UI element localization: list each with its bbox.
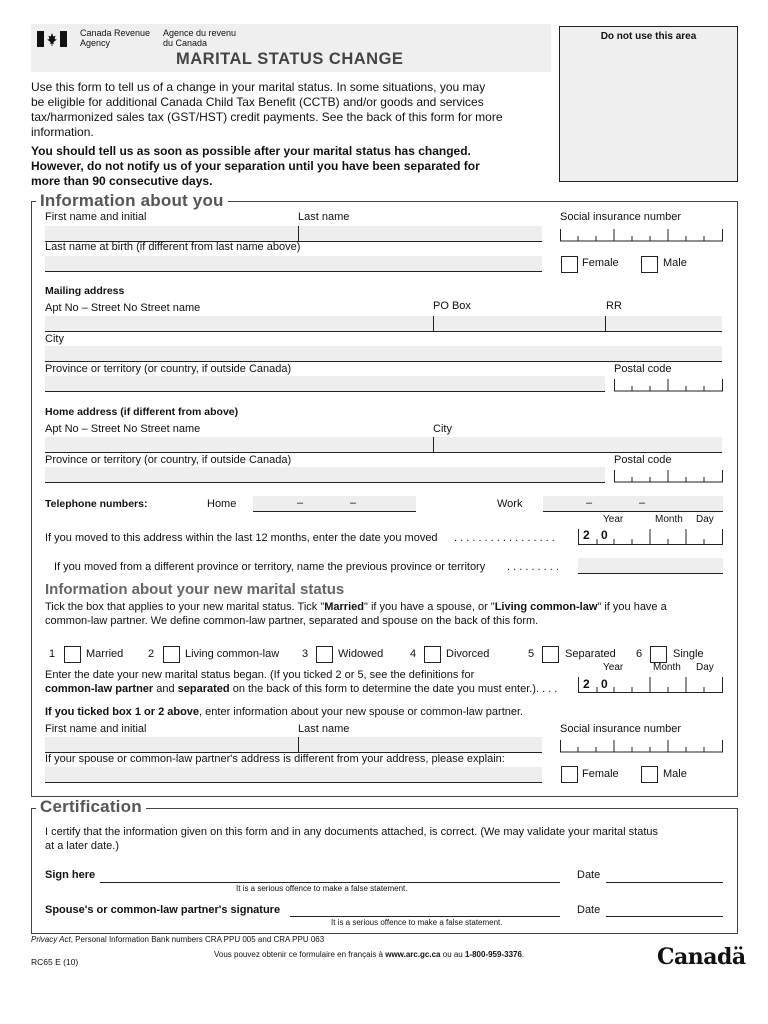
last-name-birth-label: Last name at birth (if different from last name above) [45,241,301,253]
intro-line: information. [31,125,94,139]
instruction-line-2: common-law partner. We define common-law partner, separated and spouse on the back of this form. [45,615,539,627]
home-phone-label: Home [207,498,237,510]
last-name-birth-field[interactable] [45,256,542,271]
rr-label: RR [606,300,622,312]
spouse-signature-label: Spouse's or common-law partner's signature [45,904,281,916]
signature-line[interactable] [100,882,560,883]
agency-en-line1: Canada Revenue [80,28,151,38]
female-checkbox[interactable] [561,256,578,273]
last-name-label: Last name [298,211,350,223]
canada-flag-icon [37,31,67,47]
form-title: MARITAL STATUS CHANGE [176,50,404,68]
option-widowed-label: Widowed [338,648,384,660]
intro-warning [31,144,551,189]
cert-line-1: I certify that the information given on this form and in any documents attached, is correct. (We may validate your marital status [45,826,659,838]
cert-line-2: at a later date.) [45,840,119,852]
option-common-law-label: Living common-law [185,648,280,660]
intro-paragraph [31,80,551,140]
agency-name-en [80,28,150,48]
work-phone-label: Work [497,498,523,510]
spouse-female-checkbox[interactable] [561,766,578,783]
province-underline [45,391,605,392]
home-phone-underline [253,511,416,512]
telephone-label: Telephone numbers: [45,498,148,510]
mailing-street-field[interactable] [45,316,722,331]
home-province-field[interactable] [45,467,605,482]
spouse-last-name-label: Last name [298,723,350,735]
instr-text-c: " if you have a spouse, or " [363,601,495,613]
french-note-c: ou au [440,950,465,959]
mailing-address-heading: Mailing address [45,285,125,297]
postal-code-field[interactable] [614,376,723,391]
instr-text-common-law: Living common-law [494,601,598,613]
option-divorced-num: 4 [410,648,417,660]
option-separated-label: Separated [565,648,616,660]
date-began-separated: separated [177,683,230,695]
home-postal-code-label: Postal code [614,454,672,466]
home-apt-street-label: Apt No – Street No Street name [45,423,201,435]
option-married-checkbox[interactable] [64,646,81,663]
status-month-header: Month [653,662,681,673]
privacy-act-rest: , Personal Information Bank numbers CRA PPU 005 and CRA PPU 063 [70,935,325,944]
moved-year-digit-0: 0 [601,528,608,542]
date-began-line-1: Enter the date your new marital status began. (If you ticked 2 or 5, see the definitions for [45,669,475,681]
date-year-header: Year [603,514,624,525]
home-city-divider [433,437,434,452]
spouse-sin-label: Social insurance number [560,723,682,735]
option-married-num: 1 [49,648,56,660]
spouse-first-name-label: First name and initial [45,723,147,735]
option-single-num: 6 [636,648,643,660]
french-note-phone: 1-800-959-3376 [464,950,522,959]
spouse-address-label: If your spouse or common-law partner's address is different from your address, please explain: [45,753,505,765]
po-box-divider [433,316,434,331]
spouse-address-field[interactable] [45,767,542,782]
instr-text-married: Married [324,601,364,613]
status-year-digit-2: 2 [583,677,590,691]
option-divorced-label: Divorced [446,648,490,660]
intro-line: tax/harmonized sales tax (GST/HST) credit payments. See the back of this form for more [31,110,503,124]
agency-name-fr [163,28,236,48]
option-divorced-checkbox[interactable] [424,646,441,663]
province-label: Province or territory (or country, if outside Canada) [45,363,292,375]
false-statement-note: It is a serious offence to make a false statement. [236,884,408,893]
agency-fr-line1: Agence du revenu [163,28,237,38]
option-common-law-num: 2 [148,648,155,660]
status-date-field[interactable] [578,675,723,693]
about-you-title: Information about you [36,191,228,211]
date-began-text [45,668,557,696]
date-line-2[interactable] [606,916,723,917]
sign-here-label: Sign here [45,869,96,881]
city-underline [45,361,722,362]
spouse-signature-line[interactable] [290,916,560,917]
warning-line: more than 90 consecutive days. [31,174,213,188]
option-separated-checkbox[interactable] [542,646,559,663]
agency-fr-line2: du Canada [163,38,208,48]
city-field[interactable] [45,346,722,361]
new-status-title: Information about your new marital status [45,581,345,598]
intro-line: Use this form to tell us of a change in your marital status. In some situations, you may [31,80,486,94]
sin-label: Social insurance number [560,211,682,223]
date-month-header: Month [655,514,683,525]
spouse-name-divider [298,737,299,752]
option-separated-num: 5 [528,648,535,660]
first-name-field[interactable] [45,226,542,241]
form-id: RC65 E (10) [31,957,79,967]
french-note-a: Vous pouvez obtenir ce formulaire en français à [214,950,386,959]
home-province-label: Province or territory (or country, if outside Canada) [45,454,292,466]
privacy-act-note [31,935,324,944]
prev-province-label: If you moved from a different province or territory, name the previous province or territory [54,561,486,573]
date-line[interactable] [606,882,723,883]
spouse-name-field[interactable] [45,737,542,752]
date-began-and: and [153,683,178,695]
home-phone-field[interactable] [253,496,416,511]
date-began-rest: on the back of this form to determine the date you must enter.). . . . [229,683,558,695]
work-phone-dash1: – [586,497,593,509]
option-single-label: Single [673,648,704,660]
rr-divider [605,316,606,331]
spouse-address-underline [45,782,542,783]
prev-province-field[interactable] [578,558,723,573]
city-label: City [45,333,64,345]
home-street-field[interactable] [45,437,722,452]
moved-date-dots: . . . . . . . . . . . . . . . . . [454,532,555,544]
warning-line: However, do not notify us of your separation until you have been separated for [31,159,480,173]
spouse-intro-bold: If you ticked box 1 or 2 above [45,706,200,718]
province-field[interactable] [45,376,605,391]
instr-text-a: Tick the box that applies to your new marital status. Tick " [45,601,325,613]
name-divider [298,226,299,241]
date-label: Date [577,869,601,881]
home-phone-dash1: – [297,497,304,509]
male-checkbox[interactable] [641,256,658,273]
home-street-underline [45,452,722,453]
status-year-header: Year [603,662,624,673]
french-note-e: . [521,950,525,959]
spouse-female-label: Female [582,768,619,780]
home-phone-dash2: – [350,497,357,509]
home-province-underline [45,482,605,483]
do-not-use-label: Do not use this area [600,31,697,42]
moved-date-field[interactable] [578,527,723,545]
prev-province-underline [578,573,723,574]
spouse-male-label: Male [663,768,687,780]
option-single-checkbox[interactable] [650,646,667,663]
mailing-street-underline [45,331,722,332]
male-label: Male [663,257,687,269]
home-city-label: City [433,423,452,435]
sin-field[interactable] [560,226,723,241]
apt-street-label: Apt No – Street No Street name [45,302,201,314]
postal-code-label: Postal code [614,363,672,375]
option-common-law-checkbox[interactable] [163,646,180,663]
spouse-sin-field[interactable] [560,737,723,752]
privacy-act-italic: Privacy Act [31,935,71,944]
option-married-label: Married [86,648,124,660]
warning-line: You should tell us as soon as possible after your marital status has changed. [31,144,471,158]
spouse-male-checkbox[interactable] [641,766,658,783]
moved-date-label: If you moved to this address within the last 12 months, enter the date you moved [45,532,438,544]
home-postal-code-field[interactable] [614,467,723,482]
spouse-intro-rest: , enter information about your new spouse or common-law partner. [199,706,524,718]
date-label-2: Date [577,904,601,916]
female-label: Female [582,257,619,269]
new-status-instructions [45,600,725,628]
canada-wordmark: Canadä [657,944,746,970]
work-phone-underline [543,511,723,512]
date-began-line-2 [45,682,557,696]
work-phone-dash2: – [639,497,646,509]
instr-text-e: " if you have a [597,601,667,613]
last-name-birth-underline [45,271,542,272]
prev-province-dots: . . . . . . . . . [507,561,559,573]
po-box-label: PO Box [433,300,471,312]
date-began-cl-partner: common-law partner [45,683,154,695]
do-not-use-area [559,26,738,182]
status-day-header: Day [696,662,714,673]
certification-text [45,825,730,853]
date-day-header: Day [696,514,714,525]
first-name-label: First name and initial [45,211,147,223]
french-note [214,950,524,959]
agency-en-line2: Agency [80,38,111,48]
moved-year-digit-2: 2 [583,528,590,542]
instruction-line-1 [45,600,725,614]
option-widowed-num: 3 [302,648,309,660]
option-widowed-checkbox[interactable] [316,646,333,663]
work-phone-field[interactable] [543,496,723,511]
false-statement-note-2: It is a serious offence to make a false statement. [331,918,503,927]
status-year-digit-0: 0 [601,677,608,691]
french-note-url: www.arc.gc.ca [385,950,441,959]
certification-title: Certification [36,797,146,817]
intro-line: be eligible for additional Canada Child Tax Benefit (CCTB) and/or goods and services [31,95,484,109]
spouse-intro [45,706,523,718]
home-address-heading: Home address (if different from above) [45,406,239,418]
